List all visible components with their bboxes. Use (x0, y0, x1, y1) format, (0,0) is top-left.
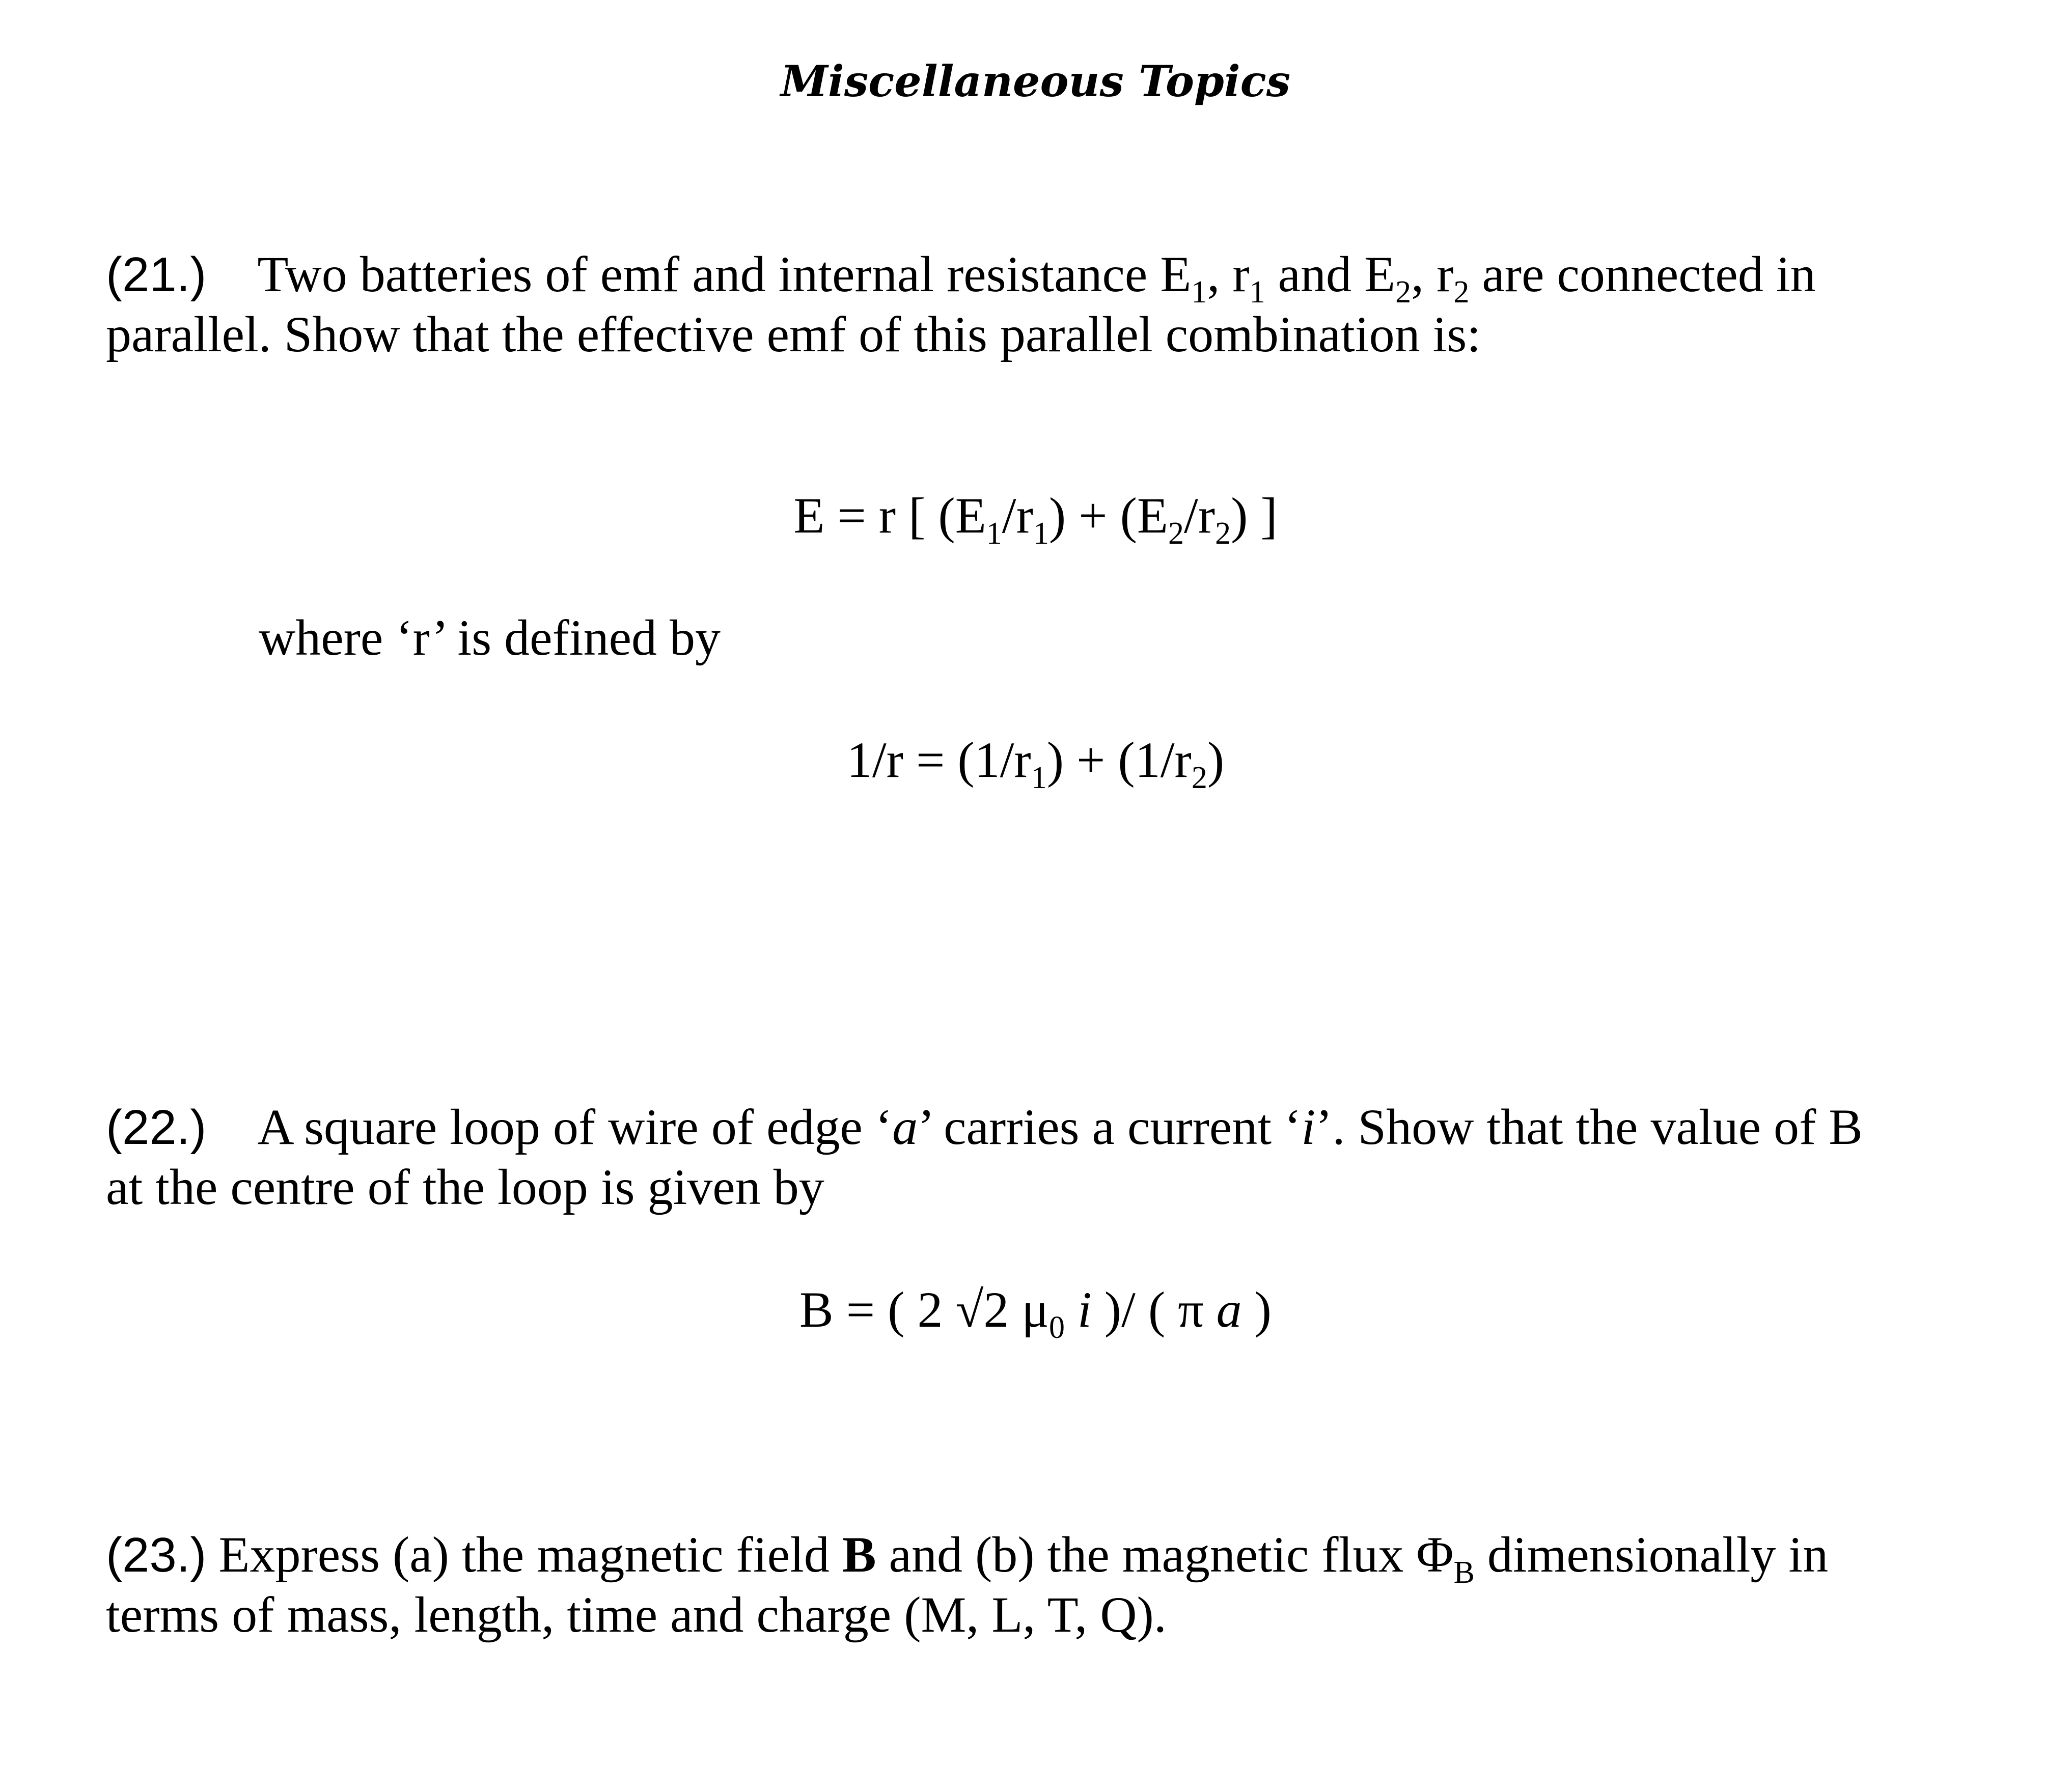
page-title: Miscellaneous Topics (780, 56, 1291, 106)
q23-line-2: terms of mass, length, time and charge (M, L, T, Q). (106, 1586, 1167, 1643)
q22-equation-b: B = ( 2 √2 $\mu_0$ i )/ ( π a ) (799, 1281, 1272, 1345)
q21-where-text: where ‘r’ is defined by (259, 609, 721, 666)
q21-equation-emf: E = r [ $(E_1/r_1) + (E_2/r_2)$ ] (793, 487, 1278, 551)
q22-number: (22.) (106, 1100, 207, 1155)
q21-equation-r: $1/r = (1/r_1) + (1/r_2)$ (846, 732, 1225, 795)
q21-line-1: (21.) Two batteries of emf and internal resistance $E_1$, $r_1$ and $E_2$, $r_2$ are connected in (106, 246, 1816, 310)
q22-line-1: (22.) A square loop of wire of edge ‘a’ carries a current ‘i’. Show that the value of B (106, 1099, 1863, 1155)
q21-line-2: parallel. Show that the effective emf of this parallel combination is: (106, 306, 1481, 362)
q21-number: (21.) (106, 247, 207, 302)
q23-line-1: (23.) Express (a) the magnetic field B and (b) the magnetic flux $\Phi_B$ dimensionally in (106, 1526, 1829, 1590)
q23-number: (23.) (106, 1528, 207, 1582)
q22-line-2: at the centre of the loop is given by (106, 1159, 824, 1215)
